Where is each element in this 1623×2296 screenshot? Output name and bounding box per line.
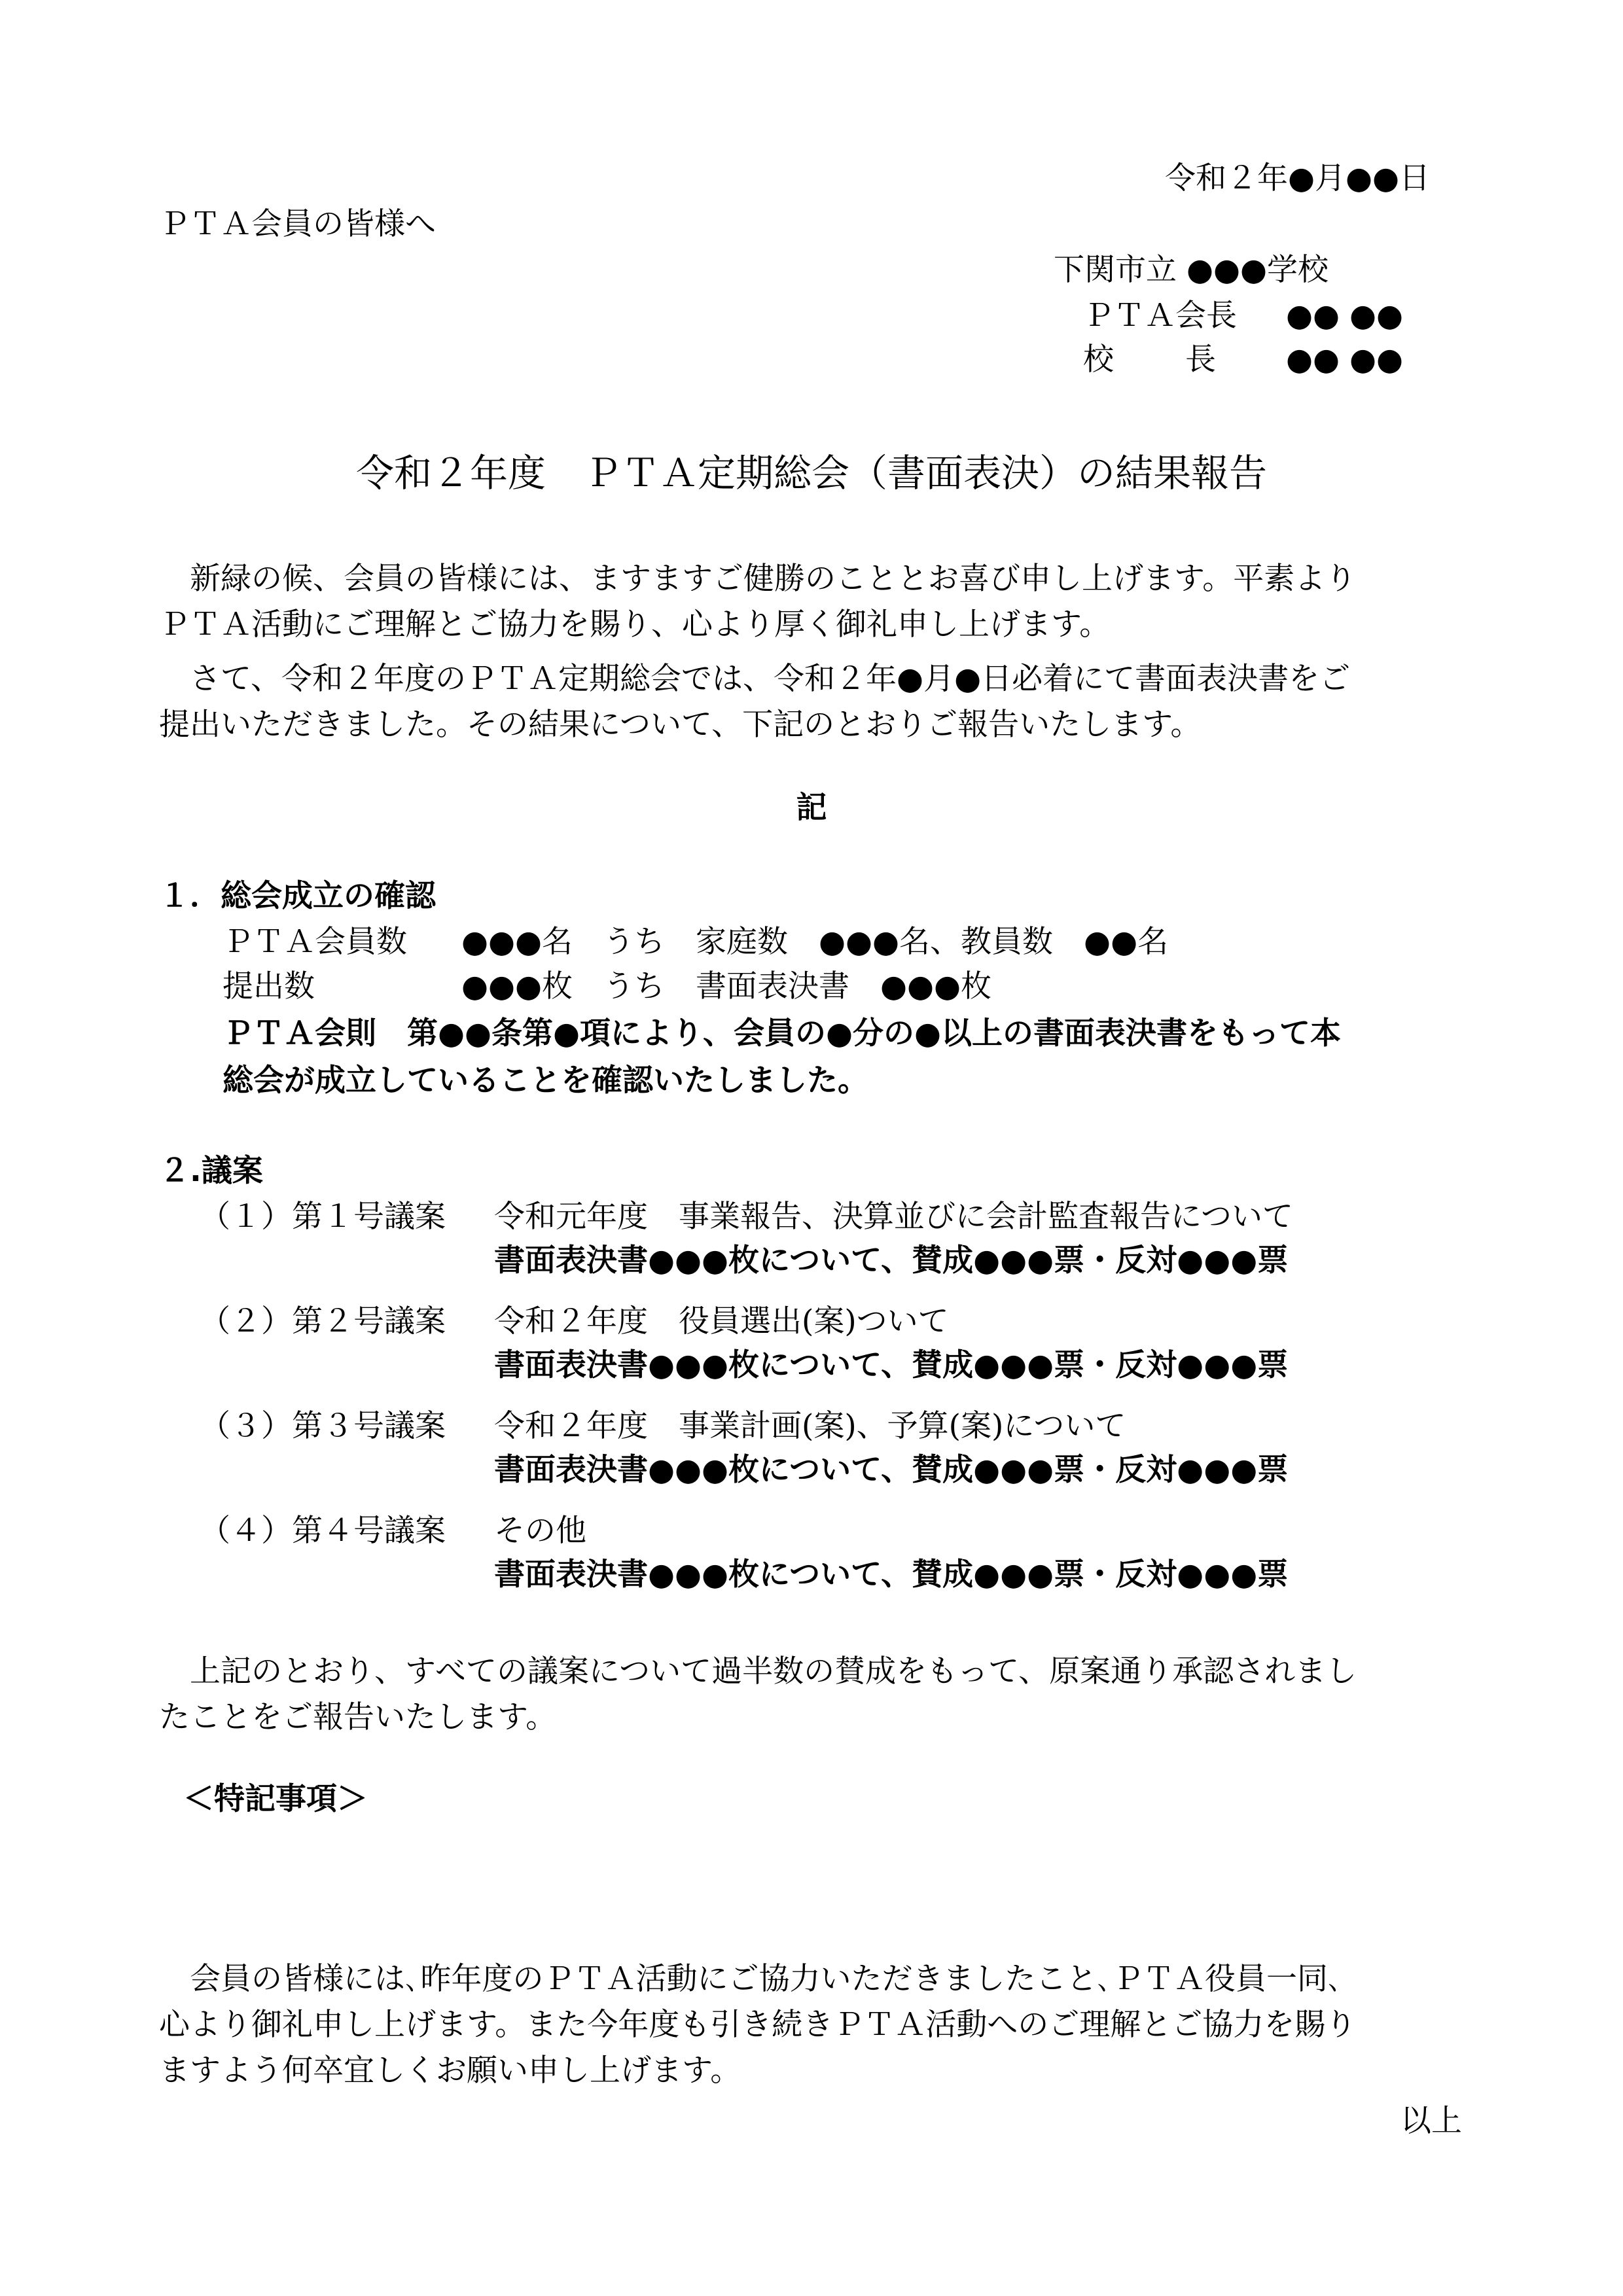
- agenda-result: 書面表決書●●●枚について、賛成●●●票・反対●●●票: [494, 1347, 1289, 1383]
- agenda-title: 令和２年度 役員選出(案)ついて: [494, 1303, 949, 1339]
- agenda-number: （１）第１号議案: [200, 1199, 446, 1235]
- agenda-number: （４）第４号議案: [200, 1513, 446, 1549]
- intro-line-1: 新緑の候、会員の皆様には、ますますご健勝のこととお喜び申し上げます。平素より: [159, 561, 1357, 597]
- rule-line-1: ＰＴＡ会則 第●●条第●項により、会員の●分の●以上の書面表決書をもって本: [223, 1016, 1342, 1051]
- document-title: 令和２年度 ＰＴＡ定期総会（書面表決）の結果報告: [355, 451, 1267, 495]
- document-date: 令和２年●月●●日: [1165, 160, 1431, 196]
- submitted-value: ●●●枚 うち 書面表決書 ●●●枚: [461, 968, 992, 1004]
- closing-line-3: ますよう何卒宜しくお願い申し上げます。: [159, 2053, 741, 2089]
- principal-name: ●● ●●: [1286, 342, 1403, 378]
- school-name: 下関市立 ●●●学校: [1054, 252, 1329, 288]
- agenda-result: 書面表決書●●●枚について、賛成●●●票・反対●●●票: [494, 1452, 1289, 1488]
- agenda-result: 書面表決書●●●枚について、賛成●●●票・反対●●●票: [494, 1557, 1289, 1593]
- recipient-line: ＰＴＡ会員の皆様へ: [159, 206, 436, 242]
- section1-heading: １．総会成立の確認: [159, 878, 436, 914]
- conclusion-line-1: 上記のとおり、すべての議案について過半数の賛成をもって、原案通り承認されまし: [159, 1653, 1357, 1689]
- ki-heading: 記: [796, 790, 827, 826]
- rule-line-2: 総会が成立していることを確認いたしました。: [223, 1063, 868, 1099]
- members-value: ●●●名 うち 家庭数 ●●●名、教員数 ●●名: [461, 924, 1169, 960]
- agenda-title: 令和元年度 事業報告、決算並びに会計監査報告について: [494, 1199, 1294, 1235]
- intro-line-4: 提出いただきました。その結果について、下記のとおりご報告いたします。: [159, 707, 1202, 743]
- section2-heading: ２.議案: [159, 1153, 263, 1189]
- intro-line-3: さて、令和２年度のＰＴＡ定期総会では、令和２年●月●日必着にて書面表決書をご: [159, 661, 1351, 697]
- closing-end: 以上: [1400, 2103, 1462, 2139]
- conclusion-line-2: たことをご報告いたします。: [159, 1699, 557, 1735]
- intro-line-2: ＰＴＡ活動にご理解とご協力を賜り、心より厚く御礼申し上げます。: [159, 607, 1111, 643]
- members-label: ＰＴＡ会員数: [223, 924, 407, 960]
- pta-chair-label: ＰＴＡ会長: [1083, 298, 1237, 334]
- agenda-title: その他: [494, 1513, 586, 1549]
- special-notes-heading: ＜特記事項＞: [183, 1781, 368, 1817]
- agenda-number: （３）第３号議案: [200, 1408, 446, 1444]
- principal-label: 校 長: [1083, 342, 1216, 378]
- agenda-number: （２）第２号議案: [200, 1303, 446, 1339]
- submitted-label: 提出数: [223, 968, 315, 1004]
- agenda-title: 令和２年度 事業計画(案)、予算(案)について: [494, 1408, 1126, 1444]
- closing-line-1: 会員の皆様には､昨年度のＰＴＡ活動にご協力いただきましたこと､ＰＴＡ役員一同､: [159, 1961, 1344, 1997]
- pta-chair-name: ●● ●●: [1286, 298, 1403, 334]
- agenda-result: 書面表決書●●●枚について、賛成●●●票・反対●●●票: [494, 1243, 1289, 1279]
- closing-line-2: 心より御礼申し上げます。また今年度も引き続きＰＴＡ活動へのご理解とご協力を賜り: [159, 2007, 1357, 2043]
